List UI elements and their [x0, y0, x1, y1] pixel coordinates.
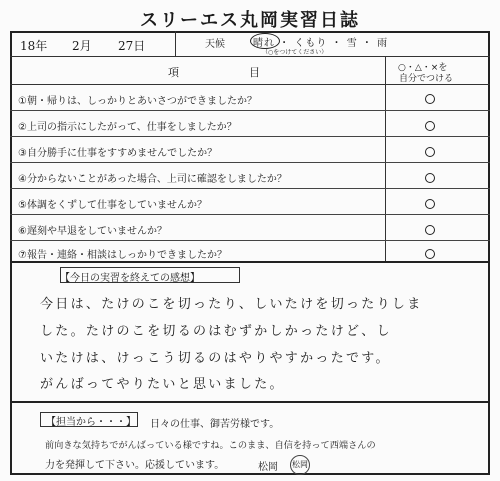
staff-signature: 松岡 [258, 462, 278, 473]
impressions-label: 【今日の実習を終えての感想】 [60, 273, 200, 284]
impressions-line: した。たけのこを切るのはむずかしかったけど、し [40, 324, 392, 339]
staff-comment-line: 力を発揮して下さい。応援しています。 [45, 460, 225, 471]
staff-label: 【担当から・・・】 [46, 417, 136, 428]
staff-greeting: 日々の仕事、御苦労様です。 [150, 419, 280, 430]
page-title: スリーエス丸岡実習日誌 [140, 10, 360, 31]
checklist-item: ⑥遅刻や早退をしていませんか？ [18, 226, 167, 237]
seal-stamp: 松岡 [290, 455, 310, 475]
checklist-item: ④分からないことがあった場合、上司に確認をしましたか？ [18, 174, 287, 185]
section-divider [10, 401, 490, 403]
self-check-mark [425, 94, 435, 104]
date-year: 18年 [20, 39, 48, 53]
checklist-item: ⑤体調をくずして仕事をしていませんか？ [18, 200, 207, 211]
weather-options: 晴れ ・ くもり ・ 雪 ・ 雨 [253, 38, 389, 49]
impressions-line: がんばってやりたいと思いました。 [40, 377, 285, 392]
self-check-mark [425, 199, 435, 209]
mark-column-header-line1: ○・△・×を [398, 63, 448, 73]
self-check-mark [425, 147, 435, 157]
impressions-line: いたけは、けっこう切るのはやりやすかったです。 [40, 351, 391, 366]
checklist-item: ①朝・帰りは、しっかりとあいさつができましたか？ [18, 96, 257, 107]
self-check-mark [425, 173, 435, 183]
self-check-mark [425, 225, 435, 235]
weather-note: （○をつけてください） [262, 49, 328, 56]
mark-column-header-line2: 自分でつける [399, 74, 454, 84]
weather-label: 天候 [205, 39, 225, 50]
staff-comment-line: 前向きな気持ちでがんばっている様ですね。このまま、自信を持って西端さんの [45, 440, 376, 451]
header-divider [175, 31, 176, 57]
impressions-line: 今日は、たけのこを切ったり、しいたけを切ったりしま [40, 297, 423, 312]
self-check-mark [425, 249, 435, 259]
date-day: 27日 [118, 39, 146, 53]
checklist-item: ③自分勝手に仕事をすすめませんでしたか？ [18, 148, 218, 159]
checklist-item: ⑦報告・連絡・相談はしっかりできましたか？ [18, 250, 227, 261]
checklist-item: ②上司の指示にしたがって、仕事をしましたか？ [18, 122, 237, 133]
self-check-mark [425, 121, 435, 131]
date-month: 2月 [72, 39, 92, 53]
item-column-header: 項目 [168, 66, 330, 79]
